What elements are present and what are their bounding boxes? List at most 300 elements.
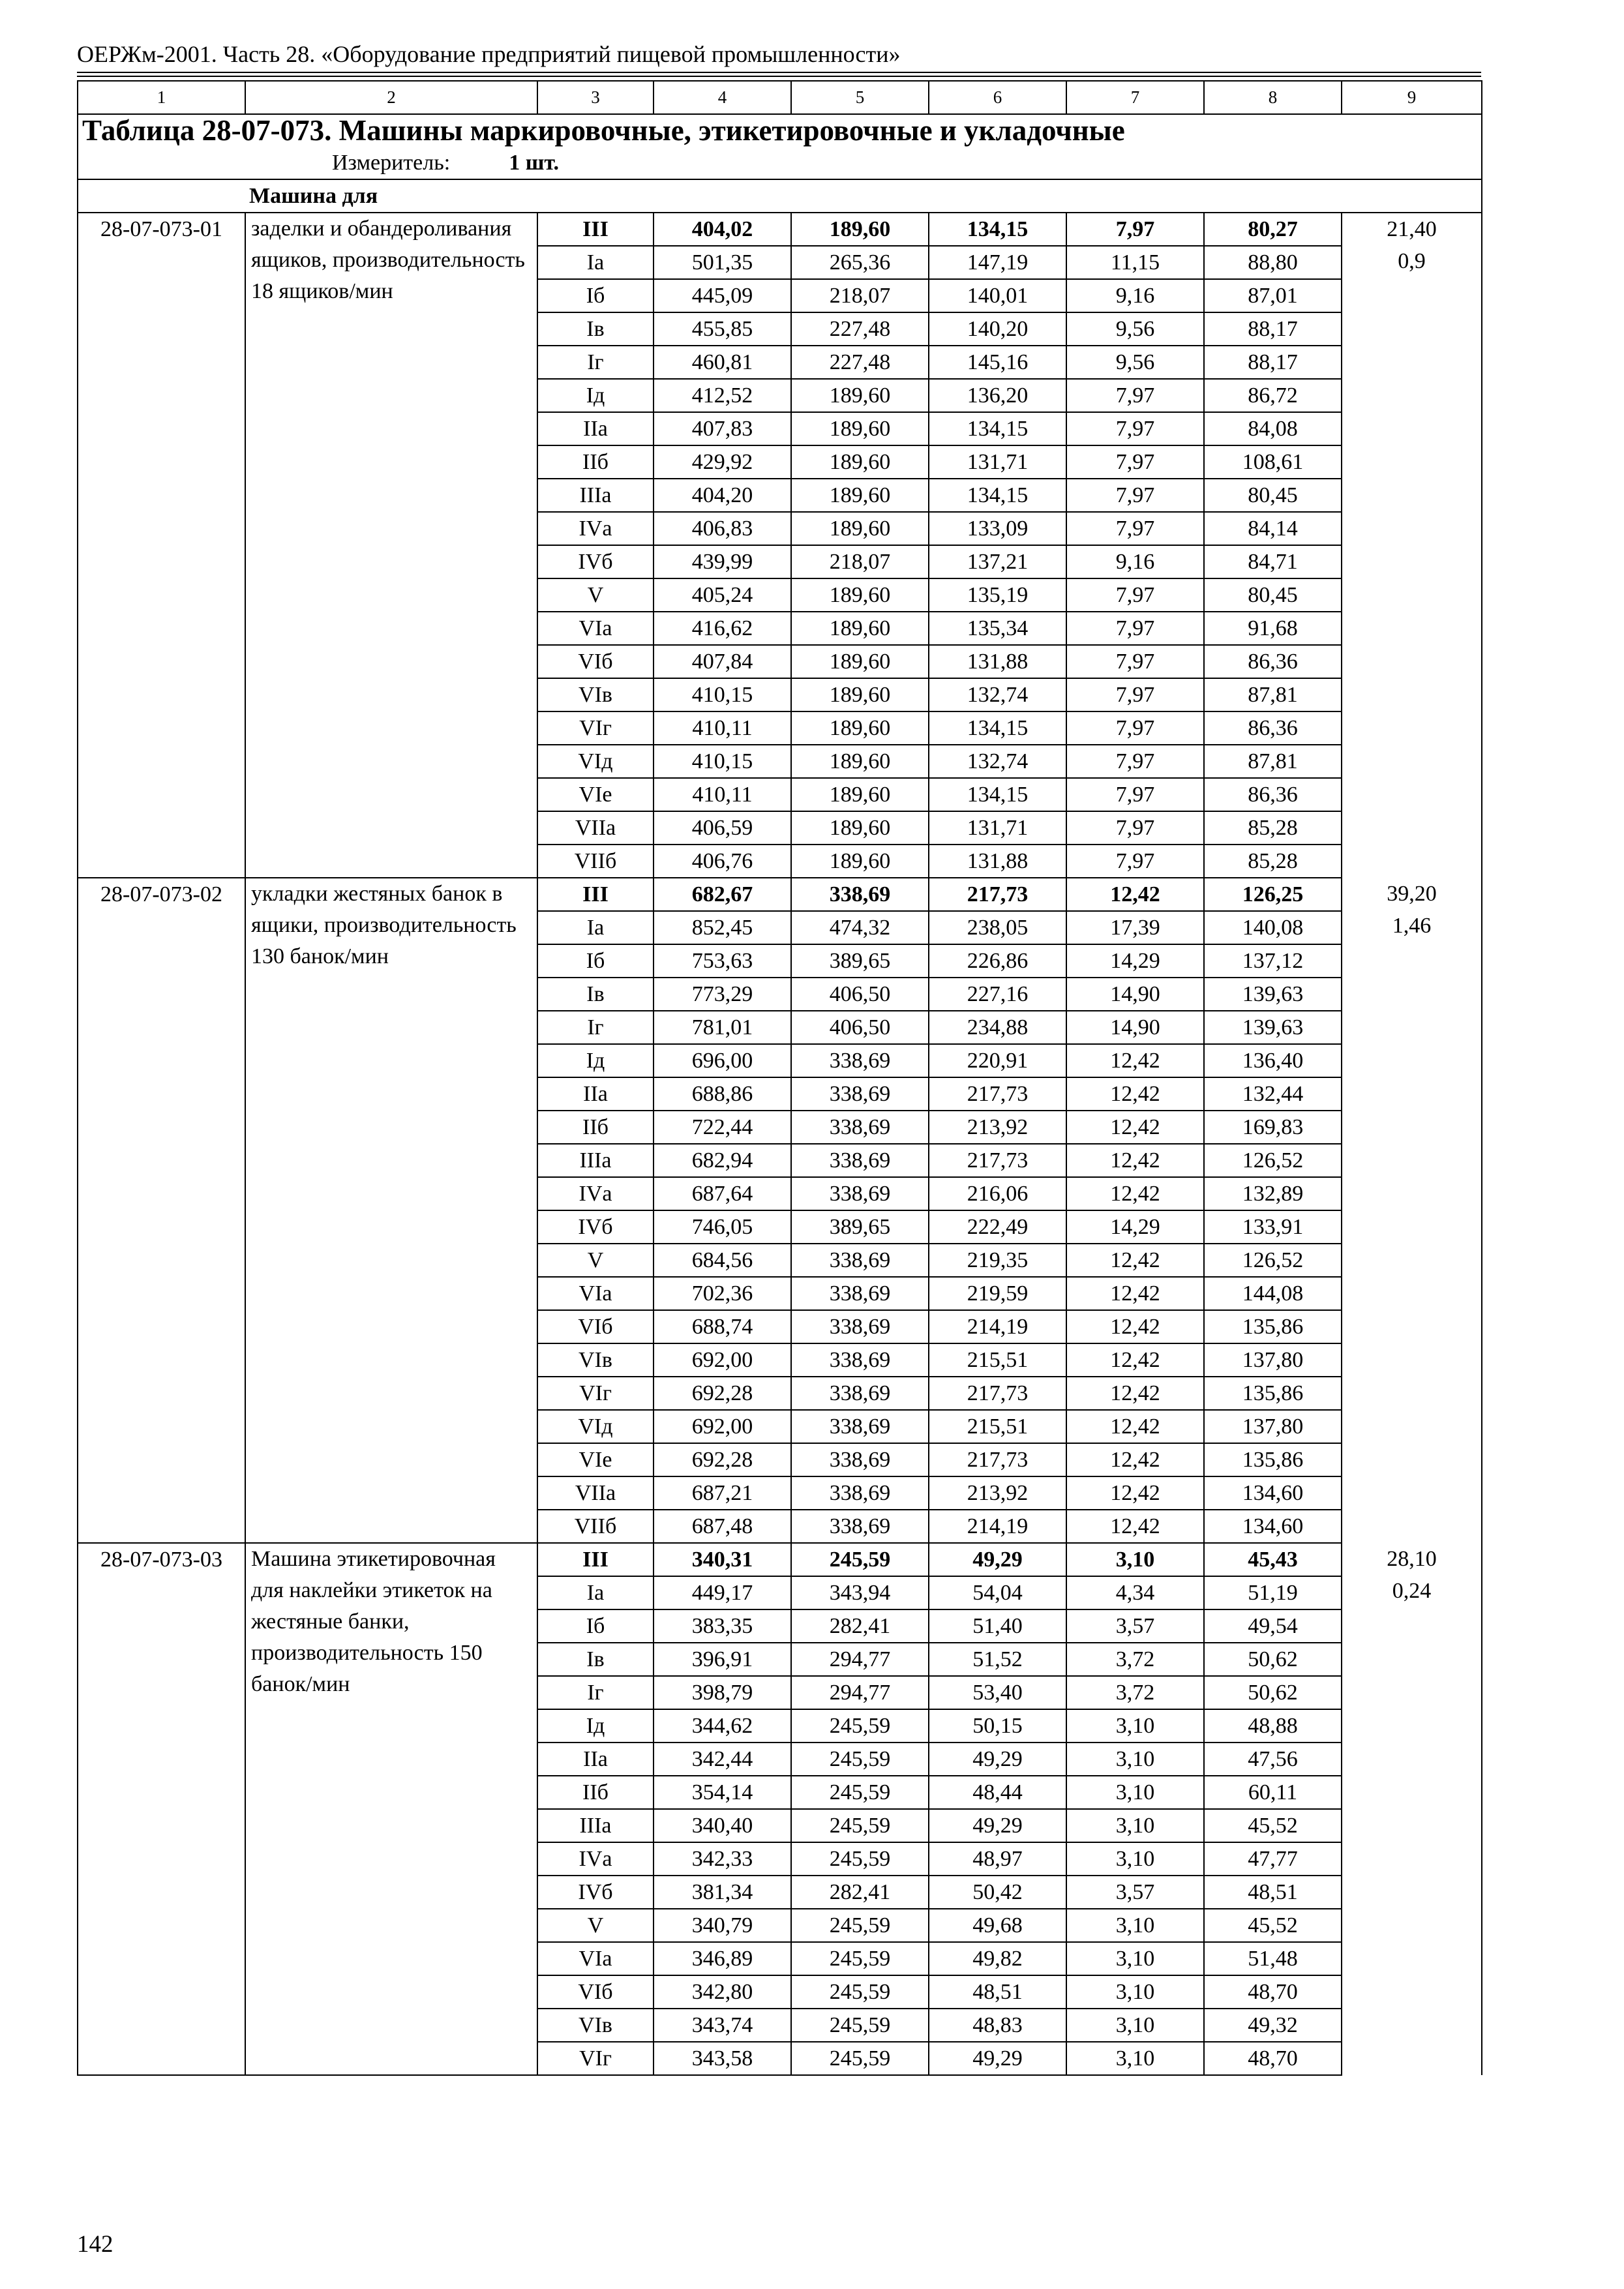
zone-cell: IVа xyxy=(537,1177,654,1210)
value-cell: 80,45 xyxy=(1204,578,1342,612)
zone-cell: IIб xyxy=(537,1776,654,1809)
value-cell: 135,86 xyxy=(1204,1310,1342,1343)
value-cell: 48,97 xyxy=(929,1842,1066,1876)
zone-cell: VIб xyxy=(537,645,654,678)
value-cell: 88,17 xyxy=(1204,312,1342,346)
value-cell: 53,40 xyxy=(929,1676,1066,1709)
column-9-value: 0,9 xyxy=(1398,249,1426,273)
item-code: 28-07-073-03 xyxy=(78,1543,245,2075)
value-cell: 215,51 xyxy=(929,1410,1066,1443)
value-cell: 85,28 xyxy=(1204,811,1342,845)
zone-cell: VIIа xyxy=(537,1476,654,1510)
value-cell: 338,69 xyxy=(791,1244,929,1277)
value-cell: 354,14 xyxy=(654,1776,791,1809)
value-cell: 9,16 xyxy=(1066,279,1204,312)
value-cell: 338,69 xyxy=(791,1476,929,1510)
column-number: 6 xyxy=(929,81,1066,114)
value-cell: 87,01 xyxy=(1204,279,1342,312)
value-cell: 412,52 xyxy=(654,379,791,412)
value-cell: 338,69 xyxy=(791,1277,929,1310)
value-cell: 692,00 xyxy=(654,1410,791,1443)
value-cell: 245,59 xyxy=(791,1543,929,1576)
value-cell: 49,29 xyxy=(929,2042,1066,2075)
value-cell: 131,71 xyxy=(929,445,1066,479)
value-cell: 213,92 xyxy=(929,1111,1066,1144)
value-cell: 135,86 xyxy=(1204,1377,1342,1410)
value-cell: 343,74 xyxy=(654,2009,791,2042)
value-cell: 688,74 xyxy=(654,1310,791,1343)
value-cell: 214,19 xyxy=(929,1310,1066,1343)
value-cell: 227,48 xyxy=(791,346,929,379)
value-cell: 7,97 xyxy=(1066,479,1204,512)
value-cell: 381,34 xyxy=(654,1876,791,1909)
zone-cell: VIе xyxy=(537,778,654,811)
value-cell: 398,79 xyxy=(654,1676,791,1709)
value-cell: 50,62 xyxy=(1204,1676,1342,1709)
value-cell: 338,69 xyxy=(791,1377,929,1410)
table-title: Таблица 28-07-073. Машины маркировочные, этикетировочные и укладочные xyxy=(78,114,1482,147)
column-9-value: 0,24 xyxy=(1392,1579,1432,1603)
column-number: 3 xyxy=(537,81,654,114)
value-cell: 3,10 xyxy=(1066,1909,1204,1942)
value-cell: 137,80 xyxy=(1204,1410,1342,1443)
value-cell: 88,17 xyxy=(1204,346,1342,379)
value-cell: 439,99 xyxy=(654,545,791,578)
value-cell: 7,97 xyxy=(1066,778,1204,811)
value-cell: 406,50 xyxy=(791,1011,929,1044)
value-cell: 133,09 xyxy=(929,512,1066,545)
value-cell: 131,88 xyxy=(929,645,1066,678)
value-cell: 140,08 xyxy=(1204,911,1342,944)
zone-cell: IVа xyxy=(537,512,654,545)
value-cell: 7,97 xyxy=(1066,678,1204,711)
value-cell: 7,97 xyxy=(1066,512,1204,545)
item-name: Машина этикетировочная для наклейки этикеток на жестяные банки, производительность 150 банок/мин xyxy=(245,1543,537,2075)
column-9-cell xyxy=(1342,878,1482,1543)
item-name: заделки и обандероливания ящиков, производительность 18 ящиков/мин xyxy=(245,213,537,878)
value-cell: 405,24 xyxy=(654,578,791,612)
value-cell: 340,79 xyxy=(654,1909,791,1942)
value-cell: 7,97 xyxy=(1066,213,1204,246)
header-rule xyxy=(77,72,1481,73)
item-code: 28-07-073-02 xyxy=(78,878,245,1543)
value-cell: 234,88 xyxy=(929,1011,1066,1044)
page-number: 142 xyxy=(77,2231,113,2258)
value-cell: 3,10 xyxy=(1066,2009,1204,2042)
value-cell: 134,15 xyxy=(929,711,1066,745)
value-cell: 407,83 xyxy=(654,412,791,445)
zone-cell: VIг xyxy=(537,1377,654,1410)
value-cell: 132,74 xyxy=(929,678,1066,711)
value-cell: 14,29 xyxy=(1066,1210,1204,1244)
value-cell: 48,51 xyxy=(1204,1876,1342,1909)
zone-cell: V xyxy=(537,578,654,612)
value-cell: 50,42 xyxy=(929,1876,1066,1909)
value-cell: 3,10 xyxy=(1066,1709,1204,1743)
zone-cell: Iг xyxy=(537,346,654,379)
value-cell: 226,86 xyxy=(929,944,1066,978)
value-cell: 429,92 xyxy=(654,445,791,479)
value-cell: 474,32 xyxy=(791,911,929,944)
value-cell: 218,07 xyxy=(791,545,929,578)
value-cell: 3,10 xyxy=(1066,1743,1204,1776)
value-cell: 338,69 xyxy=(791,1510,929,1543)
value-cell: 45,43 xyxy=(1204,1543,1342,1576)
value-cell: 687,48 xyxy=(654,1510,791,1543)
value-cell: 17,39 xyxy=(1066,911,1204,944)
zone-cell: VIг xyxy=(537,2042,654,2075)
value-cell: 9,16 xyxy=(1066,545,1204,578)
value-cell: 134,15 xyxy=(929,412,1066,445)
value-cell: 410,15 xyxy=(654,678,791,711)
zone-cell: IVб xyxy=(537,1876,654,1909)
value-cell: 135,34 xyxy=(929,612,1066,645)
value-cell: 3,10 xyxy=(1066,1942,1204,1975)
group-label-row xyxy=(78,179,1482,213)
value-cell: 215,51 xyxy=(929,1343,1066,1377)
value-cell: 7,97 xyxy=(1066,379,1204,412)
value-cell: 213,92 xyxy=(929,1476,1066,1510)
value-cell: 410,15 xyxy=(654,745,791,778)
value-cell: 189,60 xyxy=(791,412,929,445)
value-cell: 139,63 xyxy=(1204,978,1342,1011)
unit-value: 1 шт. xyxy=(509,151,560,175)
value-cell: 4,34 xyxy=(1066,1576,1204,1609)
value-cell: 87,81 xyxy=(1204,678,1342,711)
zone-cell: IIа xyxy=(537,1077,654,1111)
value-cell: 406,76 xyxy=(654,845,791,878)
value-cell: 49,32 xyxy=(1204,2009,1342,2042)
value-cell: 338,69 xyxy=(791,1443,929,1476)
value-cell: 126,52 xyxy=(1204,1244,1342,1277)
value-cell: 145,16 xyxy=(929,346,1066,379)
zone-cell: Iб xyxy=(537,944,654,978)
value-cell: 144,08 xyxy=(1204,1277,1342,1310)
value-cell: 338,69 xyxy=(791,1111,929,1144)
value-cell: 501,35 xyxy=(654,246,791,279)
value-cell: 49,82 xyxy=(929,1942,1066,1975)
value-cell: 134,60 xyxy=(1204,1476,1342,1510)
column-9-cell xyxy=(1342,1543,1482,2075)
value-cell: 136,20 xyxy=(929,379,1066,412)
column-number-row xyxy=(78,81,1482,114)
zone-cell: III xyxy=(537,213,654,246)
value-cell: 219,35 xyxy=(929,1244,1066,1277)
value-cell: 84,08 xyxy=(1204,412,1342,445)
zone-cell: Iа xyxy=(537,1576,654,1609)
value-cell: 852,45 xyxy=(654,911,791,944)
value-cell: 189,60 xyxy=(791,445,929,479)
column-number: 1 xyxy=(78,81,245,114)
value-cell: 12,42 xyxy=(1066,878,1204,911)
value-cell: 7,97 xyxy=(1066,811,1204,845)
zone-cell: VIIб xyxy=(537,845,654,878)
value-cell: 692,00 xyxy=(654,1343,791,1377)
value-cell: 3,72 xyxy=(1066,1643,1204,1676)
value-cell: 48,88 xyxy=(1204,1709,1342,1743)
zone-cell: III xyxy=(537,878,654,911)
value-cell: 3,72 xyxy=(1066,1676,1204,1709)
value-cell: 245,59 xyxy=(791,1942,929,1975)
zone-cell: Iв xyxy=(537,312,654,346)
zone-cell: Iд xyxy=(537,379,654,412)
value-cell: 189,60 xyxy=(791,578,929,612)
value-cell: 189,60 xyxy=(791,612,929,645)
value-cell: 3,10 xyxy=(1066,1809,1204,1842)
value-cell: 389,65 xyxy=(791,1210,929,1244)
value-cell: 134,60 xyxy=(1204,1510,1342,1543)
column-number: 5 xyxy=(791,81,929,114)
value-cell: 135,19 xyxy=(929,578,1066,612)
value-cell: 773,29 xyxy=(654,978,791,1011)
value-cell: 189,60 xyxy=(791,845,929,878)
unit-label: Измеритель: xyxy=(332,151,451,175)
value-cell: 406,50 xyxy=(791,978,929,1011)
value-cell: 12,42 xyxy=(1066,1343,1204,1377)
running-head: ОЕРЖм-2001. Часть 28. «Оборудование предприятий пищевой промышленности» xyxy=(77,41,901,67)
zone-cell: Iв xyxy=(537,978,654,1011)
zone-cell: VIг xyxy=(537,711,654,745)
value-cell: 189,60 xyxy=(791,479,929,512)
value-cell: 126,25 xyxy=(1204,878,1342,911)
value-cell: 245,59 xyxy=(791,1743,929,1776)
value-cell: 227,16 xyxy=(929,978,1066,1011)
zone-cell: V xyxy=(537,1244,654,1277)
value-cell: 338,69 xyxy=(791,1410,929,1443)
zone-cell: VIб xyxy=(537,1975,654,2009)
value-cell: 126,52 xyxy=(1204,1144,1342,1177)
value-cell: 54,04 xyxy=(929,1576,1066,1609)
value-cell: 12,42 xyxy=(1066,1443,1204,1476)
value-cell: 781,01 xyxy=(654,1011,791,1044)
value-cell: 189,60 xyxy=(791,678,929,711)
value-cell: 9,56 xyxy=(1066,346,1204,379)
header-rule xyxy=(77,76,1481,77)
value-cell: 45,52 xyxy=(1204,1909,1342,1942)
table-row xyxy=(78,878,1482,911)
value-cell: 51,19 xyxy=(1204,1576,1342,1609)
column-9-value: 1,46 xyxy=(1392,914,1432,938)
value-cell: 137,21 xyxy=(929,545,1066,578)
value-cell: 406,83 xyxy=(654,512,791,545)
value-cell: 189,60 xyxy=(791,213,929,246)
value-cell: 12,42 xyxy=(1066,1510,1204,1543)
zone-cell: VIе xyxy=(537,1443,654,1476)
value-cell: 49,68 xyxy=(929,1909,1066,1942)
group-label: Машина для xyxy=(245,179,1482,213)
value-cell: 7,97 xyxy=(1066,612,1204,645)
value-cell: 407,84 xyxy=(654,645,791,678)
value-cell: 48,44 xyxy=(929,1776,1066,1809)
zone-cell: Iа xyxy=(537,246,654,279)
zone-cell: VIа xyxy=(537,1942,654,1975)
value-cell: 132,89 xyxy=(1204,1177,1342,1210)
value-cell: 86,36 xyxy=(1204,778,1342,811)
value-cell: 91,68 xyxy=(1204,612,1342,645)
zone-cell: Iд xyxy=(537,1709,654,1743)
value-cell: 687,64 xyxy=(654,1177,791,1210)
value-cell: 189,60 xyxy=(791,778,929,811)
value-cell: 346,89 xyxy=(654,1942,791,1975)
value-cell: 3,10 xyxy=(1066,1975,1204,2009)
value-cell: 133,91 xyxy=(1204,1210,1342,1244)
value-cell: 217,73 xyxy=(929,1144,1066,1177)
value-cell: 696,00 xyxy=(654,1044,791,1077)
value-cell: 702,36 xyxy=(654,1277,791,1310)
value-cell: 132,74 xyxy=(929,745,1066,778)
value-cell: 687,21 xyxy=(654,1476,791,1510)
value-cell: 245,59 xyxy=(791,1975,929,2009)
value-cell: 406,59 xyxy=(654,811,791,845)
zone-cell: IVа xyxy=(537,1842,654,1876)
column-9-value: 39,20 xyxy=(1387,882,1437,906)
value-cell: 140,01 xyxy=(929,279,1066,312)
table-title-row xyxy=(78,114,1482,147)
value-cell: 12,42 xyxy=(1066,1111,1204,1144)
value-cell: 147,19 xyxy=(929,246,1066,279)
value-cell: 132,44 xyxy=(1204,1077,1342,1111)
value-cell: 338,69 xyxy=(791,1343,929,1377)
zone-cell: IIIа xyxy=(537,1809,654,1842)
value-cell: 49,29 xyxy=(929,1543,1066,1576)
zone-cell: Iг xyxy=(537,1676,654,1709)
value-cell: 404,20 xyxy=(654,479,791,512)
value-cell: 50,15 xyxy=(929,1709,1066,1743)
value-cell: 389,65 xyxy=(791,944,929,978)
value-cell: 383,35 xyxy=(654,1609,791,1643)
zone-cell: Iа xyxy=(537,911,654,944)
column-9-value: 21,40 xyxy=(1387,217,1437,241)
column-9-value: 28,10 xyxy=(1387,1547,1437,1571)
zone-cell: VIв xyxy=(537,2009,654,2042)
zone-cell: VIIб xyxy=(537,1510,654,1543)
value-cell: 87,81 xyxy=(1204,745,1342,778)
column-number: 7 xyxy=(1066,81,1204,114)
value-cell: 282,41 xyxy=(791,1609,929,1643)
value-cell: 338,69 xyxy=(791,1044,929,1077)
zone-cell: IVб xyxy=(537,1210,654,1244)
value-cell: 86,36 xyxy=(1204,711,1342,745)
zone-cell: IVб xyxy=(537,545,654,578)
value-cell: 108,61 xyxy=(1204,445,1342,479)
value-cell: 12,42 xyxy=(1066,1044,1204,1077)
value-cell: 3,10 xyxy=(1066,1776,1204,1809)
value-cell: 60,11 xyxy=(1204,1776,1342,1809)
value-cell: 14,90 xyxy=(1066,1011,1204,1044)
value-cell: 12,42 xyxy=(1066,1476,1204,1510)
value-cell: 12,42 xyxy=(1066,1244,1204,1277)
value-cell: 7,97 xyxy=(1066,745,1204,778)
value-cell: 134,15 xyxy=(929,479,1066,512)
value-cell: 216,06 xyxy=(929,1177,1066,1210)
value-cell: 455,85 xyxy=(654,312,791,346)
value-cell: 338,69 xyxy=(791,878,929,911)
value-cell: 343,94 xyxy=(791,1576,929,1609)
value-cell: 134,15 xyxy=(929,213,1066,246)
value-cell: 189,60 xyxy=(791,512,929,545)
value-cell: 245,59 xyxy=(791,2009,929,2042)
value-cell: 245,59 xyxy=(791,1842,929,1876)
value-cell: 136,40 xyxy=(1204,1044,1342,1077)
value-cell: 189,60 xyxy=(791,745,929,778)
value-cell: 344,62 xyxy=(654,1709,791,1743)
value-cell: 189,60 xyxy=(791,645,929,678)
value-cell: 169,83 xyxy=(1204,1111,1342,1144)
table-row xyxy=(78,1543,1482,1576)
value-cell: 48,83 xyxy=(929,2009,1066,2042)
zone-cell: IIIа xyxy=(537,479,654,512)
item-name: укладки жестяных банок в ящики, производительность 130 банок/мин xyxy=(245,878,537,1543)
value-cell: 48,70 xyxy=(1204,2042,1342,2075)
value-cell: 7,97 xyxy=(1066,578,1204,612)
value-cell: 214,19 xyxy=(929,1510,1066,1543)
column-number: 4 xyxy=(654,81,791,114)
value-cell: 753,63 xyxy=(654,944,791,978)
value-cell: 294,77 xyxy=(791,1643,929,1676)
value-cell: 45,52 xyxy=(1204,1809,1342,1842)
value-cell: 47,77 xyxy=(1204,1842,1342,1876)
zone-cell: V xyxy=(537,1909,654,1942)
zone-cell: VIв xyxy=(537,678,654,711)
value-cell: 7,97 xyxy=(1066,445,1204,479)
value-cell: 51,40 xyxy=(929,1609,1066,1643)
value-cell: 682,67 xyxy=(654,878,791,911)
value-cell: 7,97 xyxy=(1066,645,1204,678)
value-cell: 14,90 xyxy=(1066,978,1204,1011)
value-cell: 3,57 xyxy=(1066,1609,1204,1643)
value-cell: 338,69 xyxy=(791,1177,929,1210)
value-cell: 404,02 xyxy=(654,213,791,246)
value-cell: 47,56 xyxy=(1204,1743,1342,1776)
value-cell: 189,60 xyxy=(791,379,929,412)
column-9-cell xyxy=(1342,213,1482,878)
zone-cell: IIIа xyxy=(537,1144,654,1177)
value-cell: 338,69 xyxy=(791,1144,929,1177)
value-cell: 396,91 xyxy=(654,1643,791,1676)
value-cell: 222,49 xyxy=(929,1210,1066,1244)
zone-cell: Iб xyxy=(537,1609,654,1643)
value-cell: 131,88 xyxy=(929,845,1066,878)
value-cell: 49,29 xyxy=(929,1743,1066,1776)
value-cell: 3,10 xyxy=(1066,1842,1204,1876)
value-cell: 12,42 xyxy=(1066,1177,1204,1210)
value-cell: 84,14 xyxy=(1204,512,1342,545)
zone-cell: Iг xyxy=(537,1011,654,1044)
value-cell: 343,58 xyxy=(654,2042,791,2075)
value-cell: 217,73 xyxy=(929,1077,1066,1111)
zone-cell: VIд xyxy=(537,745,654,778)
value-cell: 217,73 xyxy=(929,878,1066,911)
value-cell: 3,10 xyxy=(1066,1543,1204,1576)
zone-cell: Iд xyxy=(537,1044,654,1077)
column-number: 8 xyxy=(1204,81,1342,114)
zone-cell: VIа xyxy=(537,1277,654,1310)
value-cell: 340,31 xyxy=(654,1543,791,1576)
value-cell: 7,97 xyxy=(1066,711,1204,745)
zone-cell: IIа xyxy=(537,412,654,445)
zone-cell: VIIа xyxy=(537,811,654,845)
value-cell: 692,28 xyxy=(654,1377,791,1410)
zone-cell: IIб xyxy=(537,445,654,479)
table-row xyxy=(78,213,1482,246)
value-cell: 460,81 xyxy=(654,346,791,379)
rates-table xyxy=(77,80,1482,2076)
value-cell: 7,97 xyxy=(1066,845,1204,878)
value-cell: 80,27 xyxy=(1204,213,1342,246)
value-cell: 9,56 xyxy=(1066,312,1204,346)
value-cell: 140,20 xyxy=(929,312,1066,346)
value-cell: 189,60 xyxy=(791,711,929,745)
